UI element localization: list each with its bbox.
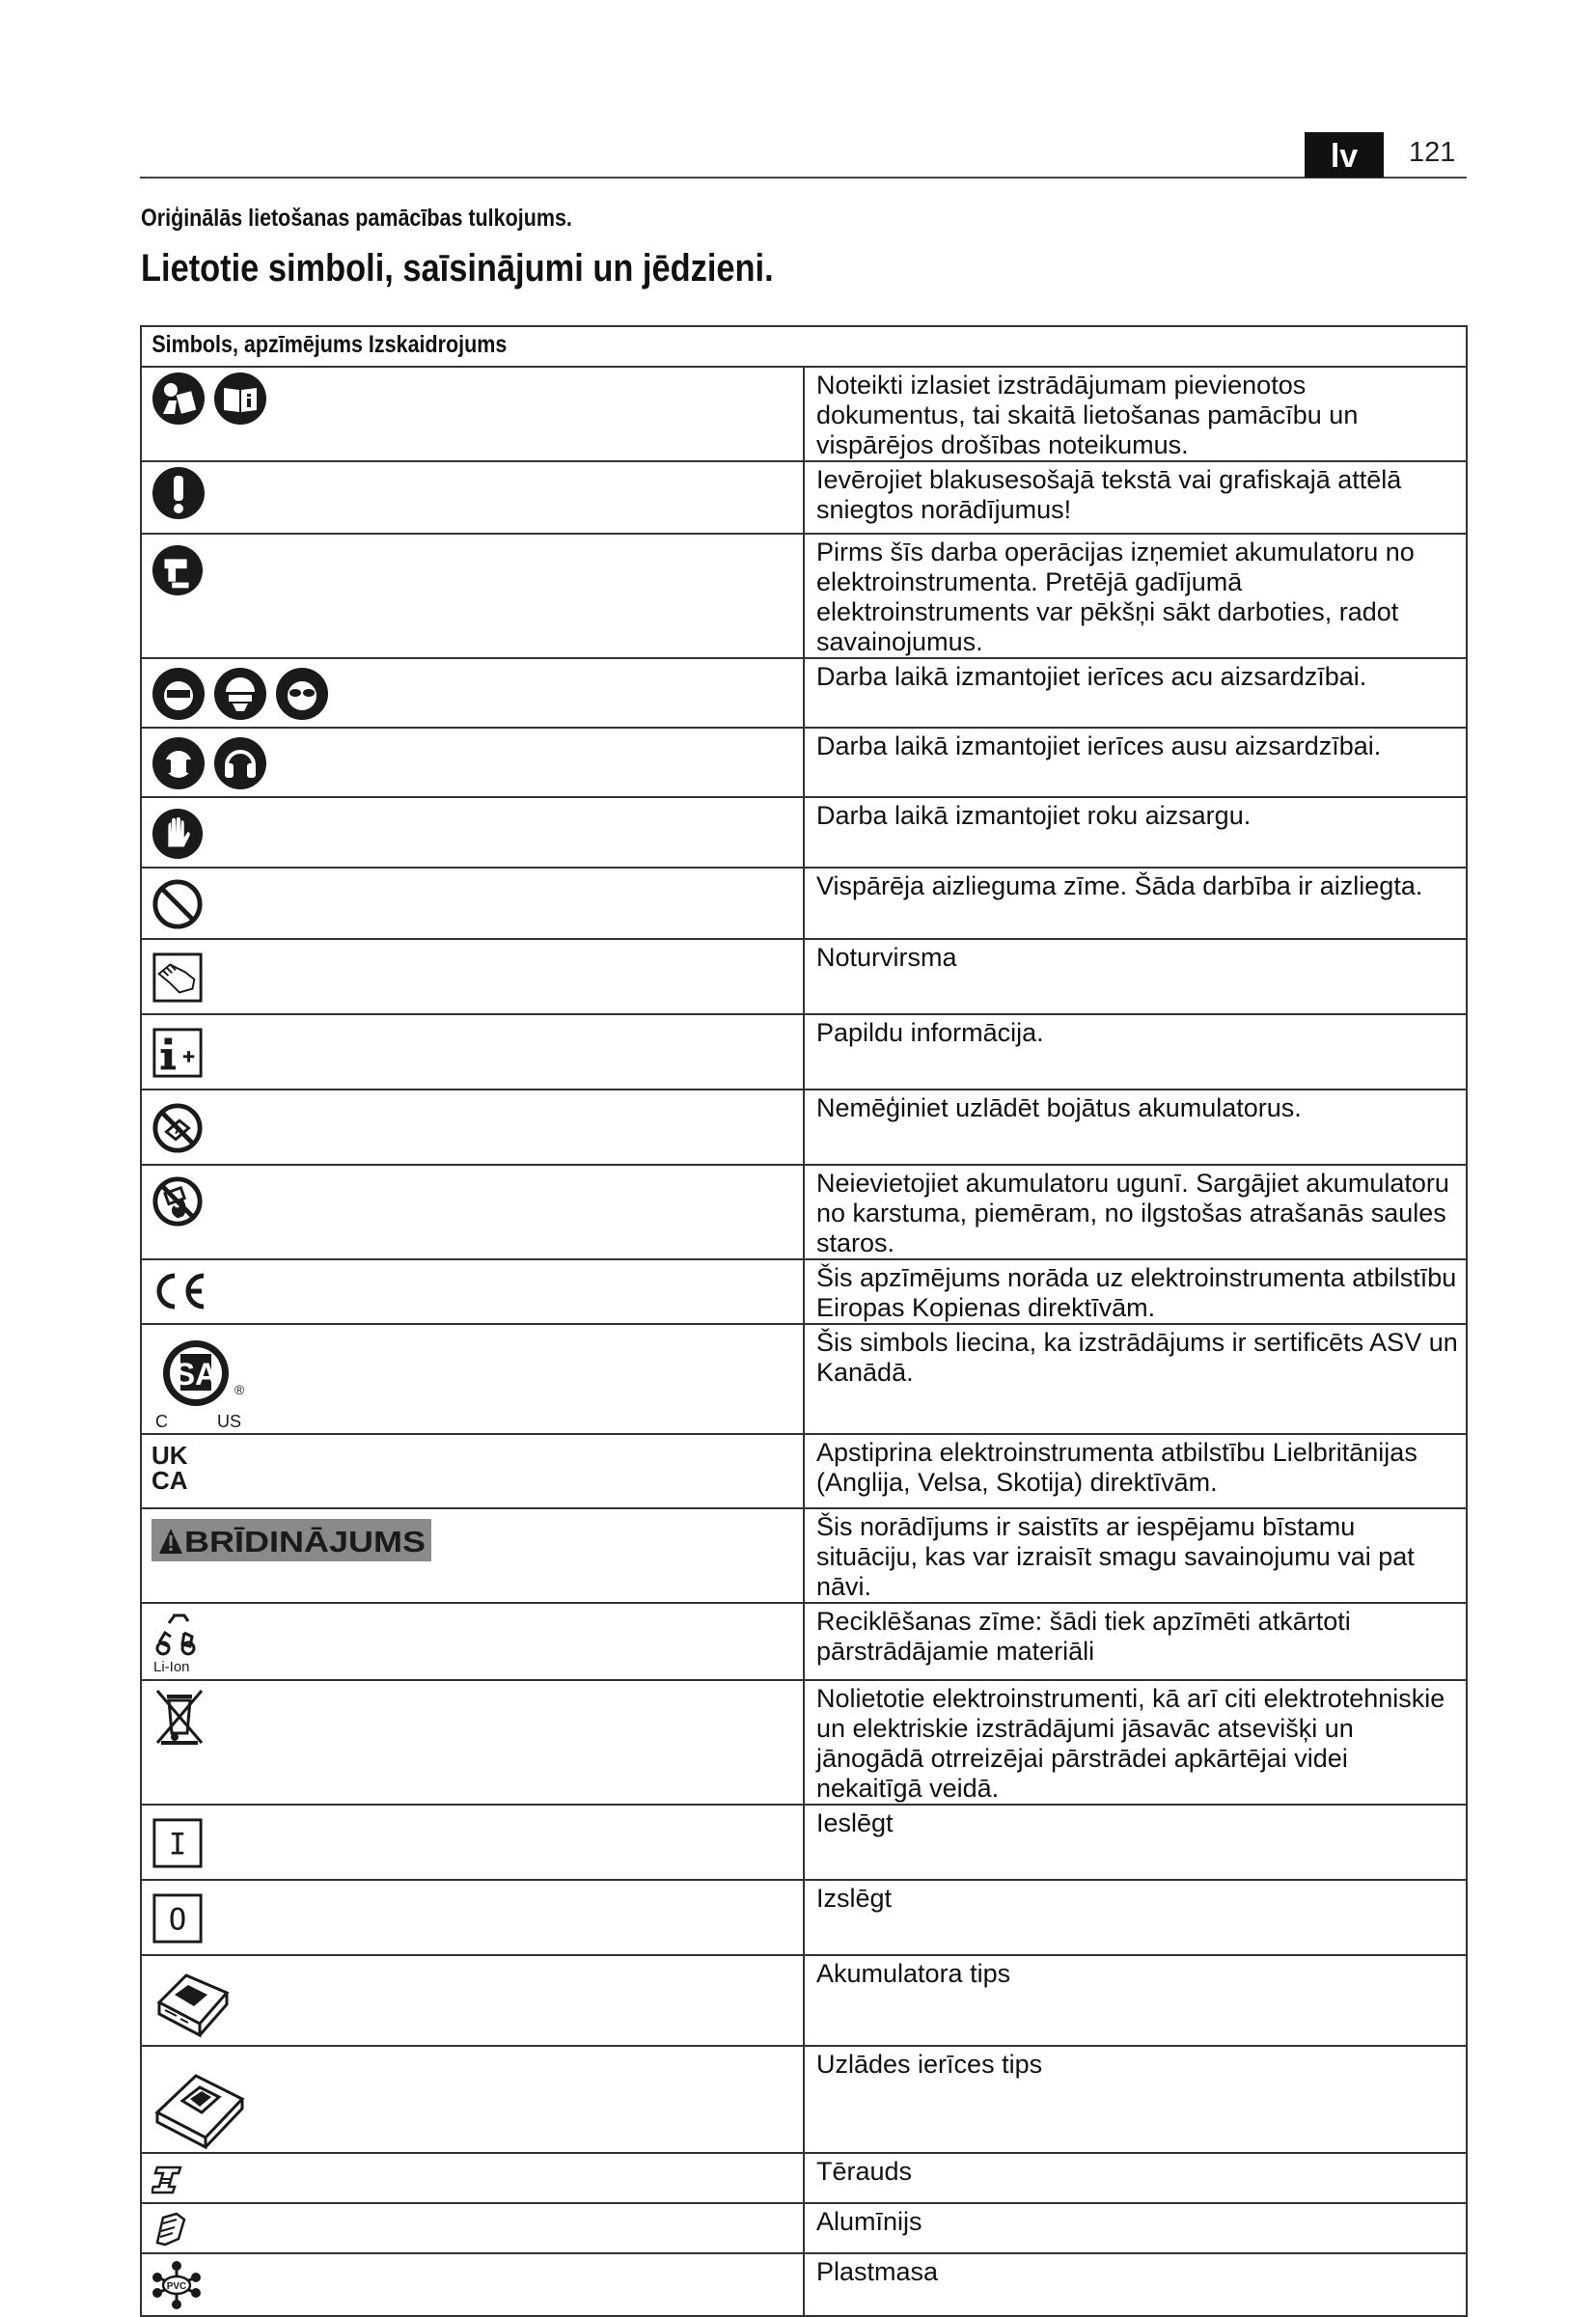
table-row: [141, 1955, 1467, 2046]
power-off-icon: [151, 1892, 204, 1945]
table-row: [141, 1508, 1467, 1603]
table-row: [141, 1603, 1467, 1680]
table-row: [141, 367, 1467, 461]
csa-us-label: US: [217, 1412, 242, 1431]
table-header-row: [141, 326, 1467, 367]
power-on-icon: [151, 1817, 204, 1869]
no-fire-battery-icon: [151, 1175, 204, 1227]
document-subtitle: Oriģinālās lietošanas pamācības tulkojums.: [141, 205, 572, 232]
gloves-icon: [151, 808, 204, 860]
battery-pack-icon: [151, 1964, 234, 2041]
row-text: Plastmasa: [804, 2253, 1467, 2316]
remove-battery-icon: [151, 544, 204, 596]
row-text: Šis simbols liecina, ka izstrādājums ir sertificēts ASV un Kanādā.: [804, 1324, 1467, 1434]
row-text: Neievietojiet akumulatoru ugunī. Sargājiet akumulatoru no karstuma, piemēram, no ilgstošas atrašanās saules staros.: [804, 1165, 1467, 1259]
symbols-table: [140, 325, 1468, 2317]
ce-mark-icon: [151, 1270, 209, 1312]
safety-goggles-icon: [275, 667, 329, 721]
table-row: [141, 1259, 1467, 1324]
charger-icon: [151, 2056, 248, 2149]
crossed-bin-icon: [151, 1687, 207, 1747]
power-on-label: I: [168, 1827, 187, 1862]
info-plus-icon: [151, 1027, 204, 1079]
grip-surface-icon: [151, 952, 204, 1004]
language-badge: lv: [1305, 132, 1384, 178]
table-row: [141, 2253, 1467, 2316]
no-charging-damaged-battery-icon: [151, 1102, 204, 1154]
table-row: [141, 939, 1467, 1014]
ukca-bottom-label: CA: [151, 1466, 188, 1495]
ear-protection-icon: [151, 736, 206, 790]
table-row: [141, 1680, 1467, 1805]
ukca-mark-icon: [151, 1441, 200, 1495]
table-row: [141, 2153, 1467, 2203]
table-row: [141, 1880, 1467, 1955]
table-row: [141, 1090, 1467, 1165]
information-book-icon: [213, 372, 267, 426]
warning-label-text: BRĪDINĀJUMS: [184, 1525, 426, 1558]
svg-text:SA: SA: [174, 1357, 218, 1392]
table-row: [141, 1014, 1467, 1090]
aluminium-icon: [151, 2210, 190, 2248]
prohibition-icon: [151, 878, 204, 930]
table-row: [141, 728, 1467, 797]
table-row: [141, 1324, 1467, 1434]
csa-reg-label: ®: [234, 1382, 245, 1397]
row-text: Darba laikā izmantojiet ierīces acu aizsardzībai.: [804, 658, 1467, 728]
ukca-top-label: UK: [151, 1441, 188, 1470]
table-row: [141, 2046, 1467, 2153]
table-row: [141, 2203, 1467, 2253]
row-text: Alumīnijs: [804, 2203, 1467, 2253]
row-text: Noteikti izlasiet izstrādājumam pievienotos dokumentus, tai skaitā lietošanas pamācību un vispārējos drošības noteikumus.: [804, 367, 1467, 461]
row-text: Akumulatora tips: [804, 1955, 1467, 2046]
pvc-label: PVC: [166, 2281, 187, 2292]
page-title: Lietotie simboli, saīsinājumi un jēdzieni.: [141, 247, 774, 290]
page-number: 121: [1409, 137, 1456, 168]
row-text: Uzlādes ierīces tips: [804, 2046, 1467, 2153]
table-header: Simbols, apzīmējums Izskaidrojums: [151, 331, 508, 358]
csa-c-label: C: [155, 1412, 168, 1431]
row-text: Ievērojiet blakusesošajā tekstā vai grafiskajā attēlā sniegtos norādījumus!: [804, 461, 1467, 534]
table-row: [141, 1805, 1467, 1880]
steel-icon: [151, 2160, 190, 2198]
row-text: Izslēgt: [804, 1880, 1467, 1955]
row-text: Papildu informācija.: [804, 1014, 1467, 1090]
table-row: [141, 658, 1467, 728]
row-text: Šis apzīmējums norāda uz elektroinstrumenta atbilstību Eiropas Kopienas direktīvām.: [804, 1259, 1467, 1324]
row-text: Ieslēgt: [804, 1805, 1467, 1880]
row-text: Darba laikā izmantojiet roku aizsargu.: [804, 797, 1467, 868]
exclamation-icon: [151, 466, 206, 520]
row-text: Darba laikā izmantojiet ierīces ausu aizsardzībai.: [804, 728, 1467, 797]
row-text: Nolietotie elektroinstrumenti, kā arī citi elektrotehniskie un elektriskie izstrādājumi jāsavāc atsevišķi un jānogādā otrreizējai pārstrādei apkārtējai videi nekaitīgā veidā.: [804, 1680, 1467, 1805]
header-rule: [140, 177, 1467, 179]
row-text: Pirms šīs darba operācijas izņemiet akumulatoru no elektroinstrumenta. Pretējā gadījumā elektroinstruments var pēkšņi sākt darboties, radot savainojumus.: [804, 534, 1467, 658]
row-text: Reciklēšanas zīme: šādi tiek apzīmēti atkārtoti pārstrādājamie materiāli: [804, 1603, 1467, 1680]
warning-label-icon: [151, 1519, 431, 1561]
table-row: [141, 1434, 1467, 1508]
csa-mark-icon: [151, 1335, 258, 1431]
table-row: [141, 534, 1467, 658]
face-shield-icon: [151, 667, 206, 721]
read-manual-icon: [151, 372, 206, 426]
recycling-li-ion-icon: [151, 1610, 209, 1677]
row-text: Vispārēja aizlieguma zīme. Šāda darbība ir aizliegta.: [804, 868, 1467, 939]
row-text: Apstiprina elektroinstrumenta atbilstību Lielbritānijas (Anglija, Velsa, Skotija) direktīvām.: [804, 1434, 1467, 1508]
ear-protection-alt-icon: [213, 736, 267, 790]
table-row: [141, 868, 1467, 939]
table-row: [141, 797, 1467, 868]
plastic-pvc-icon: [151, 2260, 202, 2310]
helmet-visor-icon: [213, 667, 267, 721]
row-text: Nemēģiniet uzlādēt bojātus akumulatorus.: [804, 1090, 1467, 1165]
table-row: [141, 461, 1467, 534]
table-row: [141, 1165, 1467, 1259]
row-text: Tērauds: [804, 2153, 1467, 2203]
recycling-label: Li-Ion: [153, 1659, 190, 1675]
row-text: Šis norādījums ir saistīts ar iespējamu bīstamu situāciju, kas var izraisīt smagu savainojumu vai pat nāvi.: [804, 1508, 1467, 1603]
row-text: Noturvirsma: [804, 939, 1467, 1014]
power-off-label: O: [168, 1902, 187, 1938]
